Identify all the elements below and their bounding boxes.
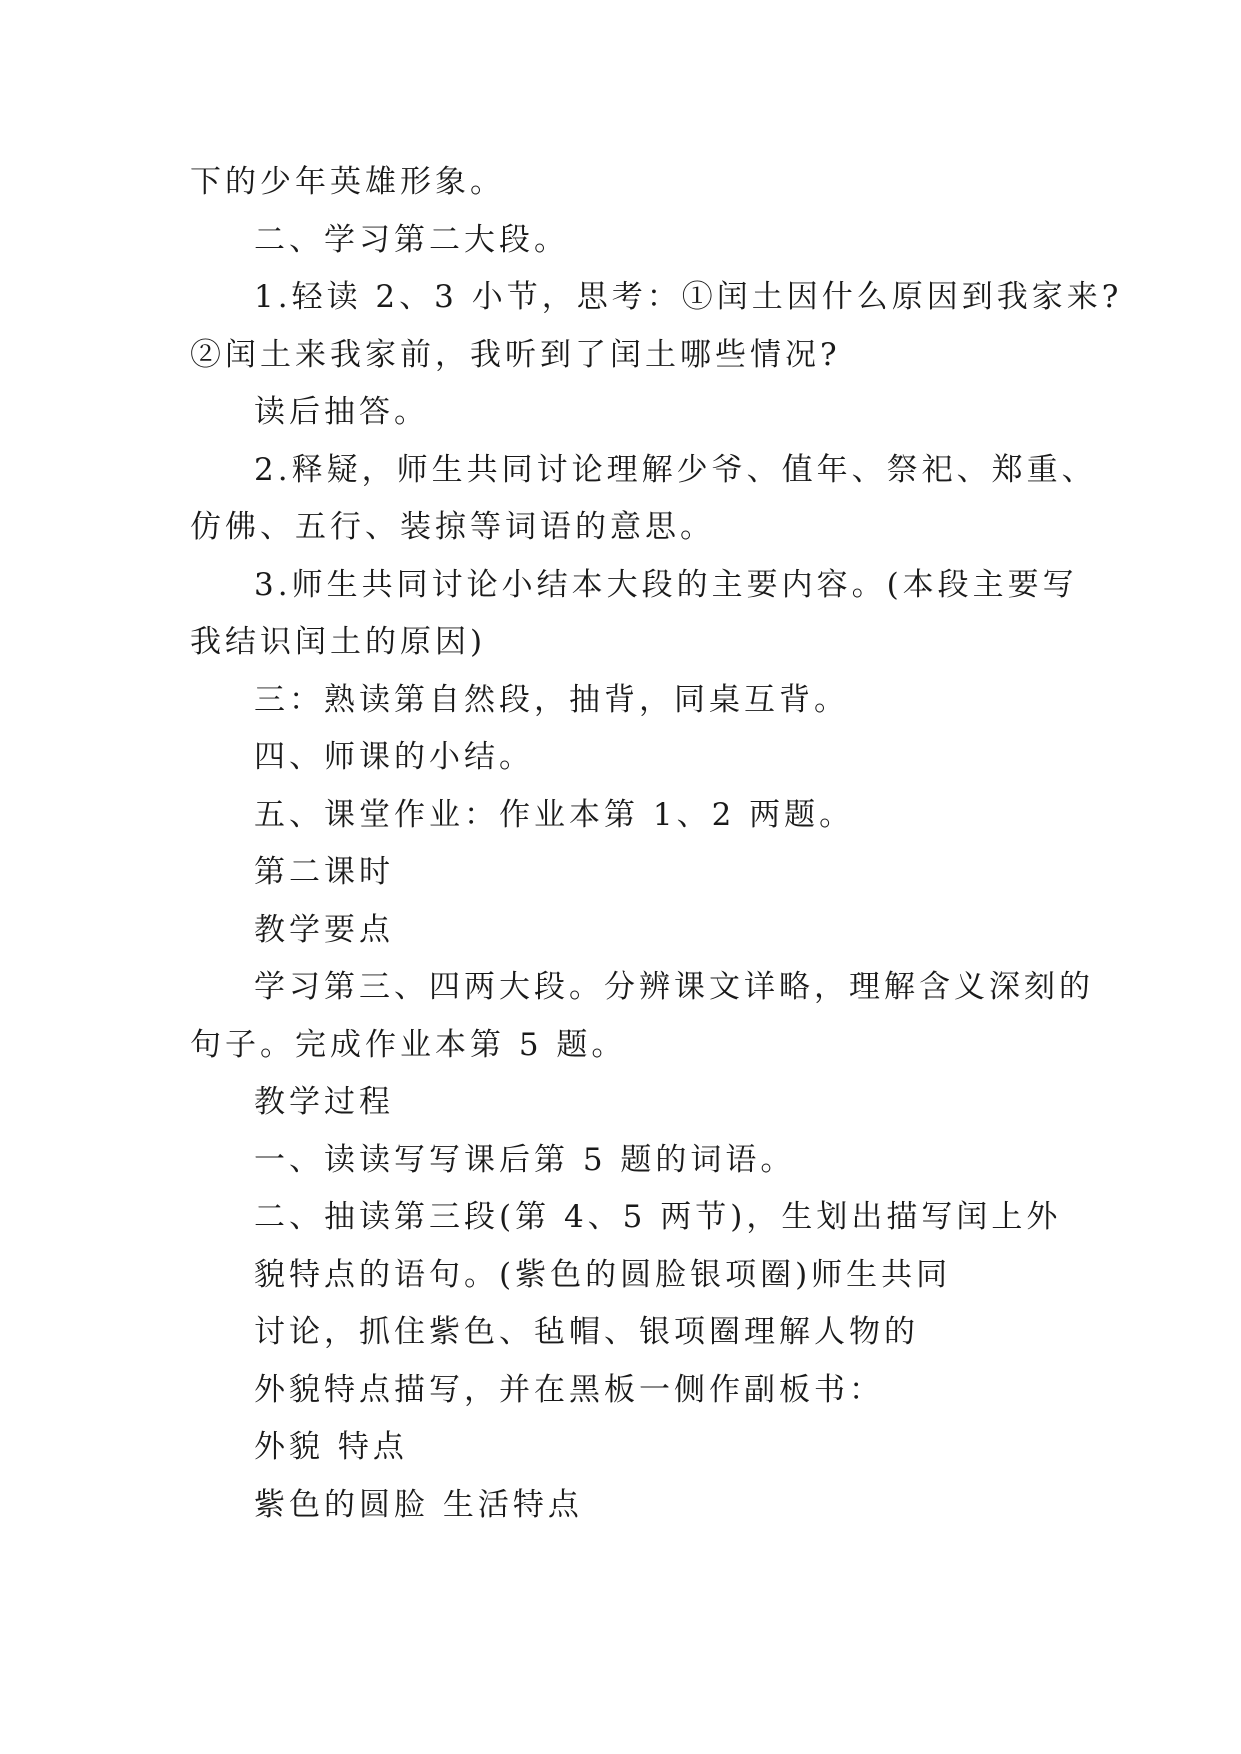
text-line: 句子。完成作业本第 5 题。	[190, 1027, 627, 1063]
text-line: 下的少年英雄形象。	[190, 164, 505, 200]
text-line: 我结识闰土的原因)	[190, 624, 487, 660]
text-line: ②闰土来我家前，我听到了闰土哪些情况?	[190, 337, 841, 373]
text-line: 外貌特点描写，并在黑板一侧作副板书：	[254, 1372, 884, 1408]
text-line: 讨论，抓住紫色、毡帽、银项圈理解人物的	[254, 1314, 919, 1350]
text-line: 1.轻读 2、3 小节，思考：①闰土因什么原因到我家来?	[254, 279, 1123, 315]
section-heading: 二、学习第二大段。	[254, 222, 569, 258]
text-line: 读后抽答。	[254, 394, 429, 430]
text-line: 仿佛、五行、装掠等词语的意思。	[190, 509, 715, 545]
section-heading: 一、读读写写课后第 5 题的词语。	[254, 1142, 796, 1178]
section-heading: 三：熟读第自然段，抽背，同桌互背。	[254, 682, 849, 718]
text-line: 学习第三、四两大段。分辨课文详略，理解含义深刻的	[254, 969, 1094, 1005]
lesson-heading: 第二课时	[254, 854, 394, 890]
subheading: 教学要点	[254, 912, 394, 948]
text-line: 2.释疑，师生共同讨论理解少爷、值年、祭祀、郑重、	[254, 452, 1097, 488]
text-line: 3.师生共同讨论小结本大段的主要内容。(本段主要写	[254, 567, 1078, 603]
text-line: 貌特点的语句。(紫色的圆脸银项圈)师生共同	[254, 1257, 952, 1293]
board-note-line: 紫色的圆脸 生活特点	[254, 1487, 583, 1523]
subheading: 教学过程	[254, 1084, 394, 1120]
section-heading: 四、师课的小结。	[254, 739, 534, 775]
section-heading: 二、抽读第三段(第 4、5 两节)，生划出描写闰上外	[254, 1199, 1062, 1235]
board-note-line: 外貌 特点	[254, 1429, 408, 1465]
section-heading: 五、课堂作业：作业本第 1、2 两题。	[254, 797, 855, 833]
